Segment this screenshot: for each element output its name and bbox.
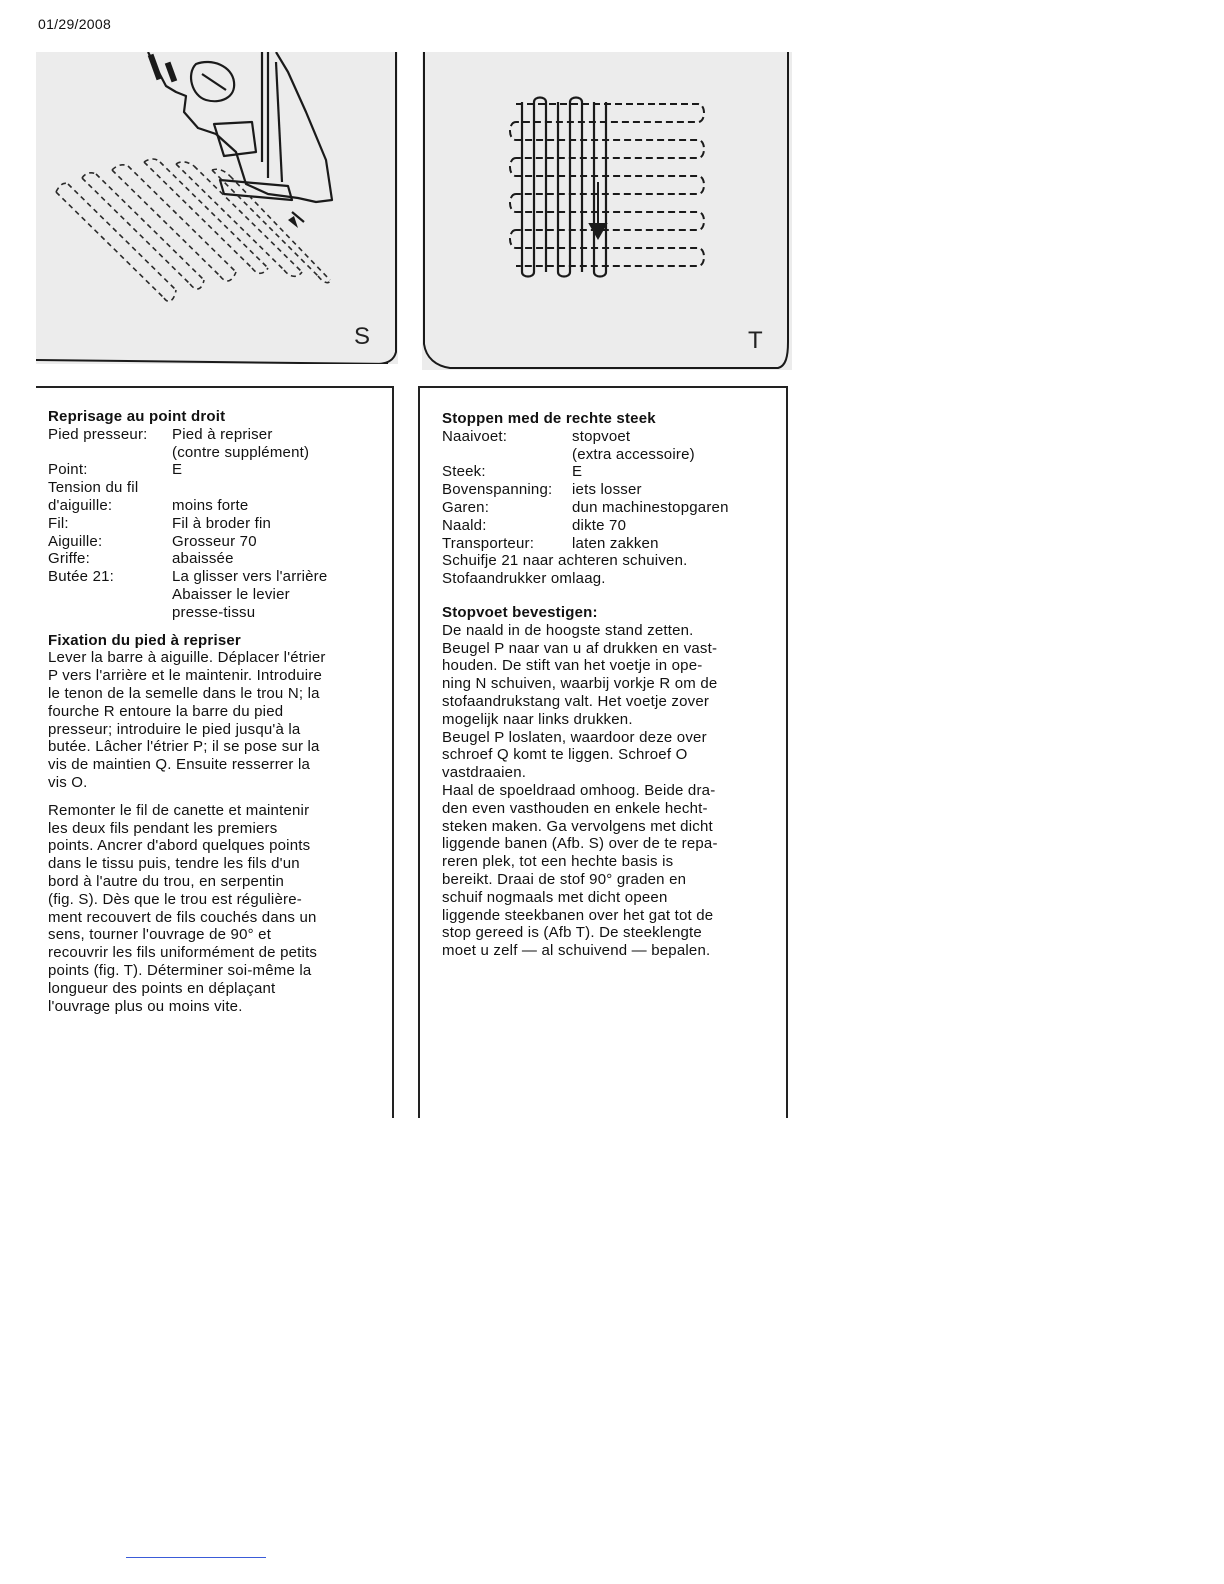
- french-spec-key: Pied presseur:: [48, 425, 148, 443]
- french-spec-value: Grosseur 70: [172, 532, 257, 550]
- figure-s-label: S: [354, 323, 371, 350]
- dutch-spec-key: Naaivoet:: [442, 427, 508, 445]
- french-fixation-title: Fixation du pied à repriser: [48, 631, 241, 649]
- french-spec-value: Pied à repriser (contre supplément): [172, 425, 310, 461]
- dutch-specs-table: [442, 428, 786, 553]
- french-spec-row: [48, 461, 392, 479]
- french-spec-row: [48, 479, 392, 515]
- french-spec-value: E: [172, 461, 183, 479]
- french-specs-table: [48, 426, 392, 622]
- figure-t-darning-pattern-illustration: [422, 52, 792, 370]
- dutch-spec-row: [442, 481, 786, 499]
- french-spec-key: Griffe:: [48, 550, 90, 568]
- dutch-spec-key: Garen:: [442, 498, 490, 516]
- dutch-spec-key: Transporteur:: [442, 534, 535, 552]
- dutch-spec-row: [442, 535, 786, 553]
- french-title: Reprisage au point droit: [48, 408, 226, 425]
- french-spec-value: La glisser vers l'arrière Abaisser le levier presse-tissu: [172, 568, 328, 621]
- dutch-spec-value: stopvoet (extra accessoire): [572, 427, 695, 463]
- french-remonter-text: Remonter le fil de canette et maintenir les deux fils pendant les premiers points. Ancrer d'abord quelques points dans le tissu puis, tendre les fils d'un bord à l'autre du trou, en serpentin (fig. S). Dès que le trou est régulière- ment recouvert de fils couchés dans un sens, tourner l'ouvrage de 90° et recouvrir les fils uniformément de petits points (fig. T). Déterminer soi-même la longueur des points en déplaçant l'ouvrage plus ou moins vite.: [48, 801, 318, 1015]
- french-spec-value: moins forte: [172, 496, 249, 514]
- french-spec-row: [48, 515, 392, 533]
- figure-s-darning-foot-illustration: [36, 52, 398, 364]
- french-spec-row: [48, 533, 392, 551]
- dutch-spec-key: Steek:: [442, 463, 486, 481]
- dutch-spec-value: E: [572, 463, 583, 481]
- dutch-bevestigen-text: De naald in de hoogste stand zetten. Beugel P naar van u af drukken en vast- houden. De stift van het voetje in ope- ning N schuiven, waarbij vorkje R om de stofaandrukstang valt. Het voetje zover mogelijk naar links drukken. Beugel P loslaten, waardoor deze over schroef Q komt te liggen. Schroef O vastdraaien. Haal de spoeldraad omhoog. Beide dra- den even vasthouden en enkele hecht- steken maken. Ga vervolgens met dicht liggende banen (Afb. S) over de te repa- reren plek, tot een hechte basis is bereikt. Draai de stof 90° graden en schuif nogmaals met dicht opeen liggende steekbanen over het gat tot de stop gereed is (Afb T). De steeklengte moet u zelf — al schuivend — bepalen.: [442, 621, 718, 960]
- dutch-spec-value: laten zakken: [572, 534, 659, 552]
- french-fixation-text: Lever la barre à aiguille. Déplacer l'étrier P vers l'arrière et le maintenir. Introduire le tenon de la semelle dans le trou N; la fourche R entoure la barre du pied presseur; introduire le pied jusqu'à la butée. Lâcher l'étrier P; il se pose sur la vis de maintien Q. Ensuite resserrer la vis O.: [48, 649, 326, 791]
- dutch-spec-key: Naald:: [442, 516, 487, 534]
- french-spec-row: [48, 568, 392, 621]
- french-spec-row: [48, 426, 392, 462]
- dutch-instructions-column: [418, 386, 788, 1118]
- french-spec-key: Tension du fil d'aiguille:: [48, 479, 139, 514]
- dutch-spec-value: dikte 70: [572, 516, 627, 534]
- page-date: 01/29/2008: [38, 16, 112, 32]
- french-spec-row: [48, 550, 392, 568]
- dutch-title: Stoppen med de rechte steek: [442, 410, 656, 427]
- french-spec-value: abaissée: [172, 550, 234, 568]
- dutch-spec-row: [442, 517, 786, 535]
- french-spec-key: Aiguille:: [48, 532, 103, 550]
- dutch-spec-row: [442, 463, 786, 481]
- figure-t-drawing: [422, 52, 792, 370]
- dutch-spec-key: Bovenspanning:: [442, 481, 553, 499]
- figure-t-label: T: [748, 327, 763, 354]
- dutch-extra-lines: Schuifje 21 naar achteren schuiven. Stofaandrukker omlaag.: [442, 552, 688, 588]
- dutch-bevestigen-title: Stopvoet bevestigen:: [442, 603, 598, 621]
- french-instructions-column: [36, 386, 394, 1118]
- french-spec-value: Fil à broder fin: [172, 514, 272, 532]
- dutch-spec-row: [442, 499, 786, 517]
- dutch-spec-value: dun machinestopgaren: [572, 498, 729, 516]
- dutch-spec-row: [442, 428, 786, 464]
- footer-rule: [126, 1557, 266, 1558]
- french-spec-key: Fil:: [48, 514, 69, 532]
- french-spec-key: Butée 21:: [48, 568, 115, 586]
- figure-s-drawing: [36, 52, 398, 364]
- french-spec-key: Point:: [48, 461, 88, 479]
- dutch-spec-value: iets losser: [572, 481, 642, 499]
